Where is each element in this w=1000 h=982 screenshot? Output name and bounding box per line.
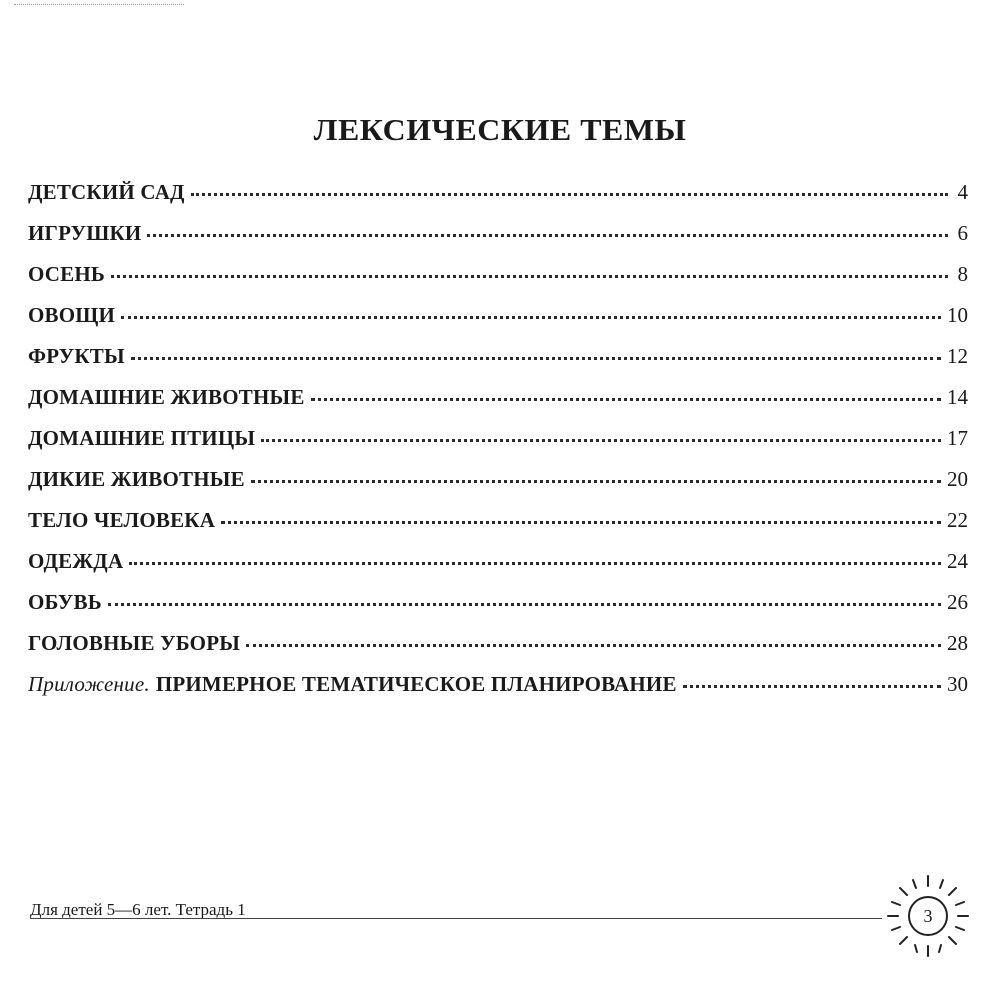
toc-entry-title [28, 426, 255, 451]
page-title: ЛЕКСИЧЕСКИЕ ТЕМЫ [313, 112, 687, 147]
toc-entry-title [28, 590, 102, 615]
toc-entry-label: ОСЕНЬ [28, 262, 105, 286]
toc-entry-title [28, 344, 125, 369]
toc-entry-label: ФРУКТЫ [28, 344, 125, 368]
toc-entry [28, 221, 968, 262]
toc-entry [28, 590, 968, 631]
toc-dot-leader [191, 192, 948, 196]
toc-entry [28, 262, 968, 303]
toc-dot-leader [129, 561, 941, 565]
toc-dot-leader [147, 233, 948, 237]
toc-entry [28, 467, 968, 508]
toc-dot-leader [108, 602, 941, 606]
toc-entry-label: ДОМАШНИЕ ПТИЦЫ [28, 426, 256, 450]
toc-entry-title [28, 467, 245, 492]
toc-entry-label: ОБУВЬ [28, 590, 102, 614]
toc-entry-title [28, 262, 105, 287]
toc-dot-leader [261, 438, 941, 442]
toc-dot-leader [221, 520, 941, 524]
top-edge-mark [14, 0, 184, 5]
toc-entry-label: ИГРУШКИ [28, 221, 142, 245]
toc-entry-label: ДОМАШНИЕ ЖИВОТНЫЕ [28, 385, 305, 409]
toc-dot-leader [121, 315, 941, 319]
toc-dot-leader [683, 684, 941, 688]
footer-text: Для детей 5—6 лет. Тетрадь 1 [30, 900, 246, 919]
toc-entry [28, 303, 968, 344]
toc-entry [28, 549, 968, 590]
toc-dot-leader [246, 643, 941, 647]
toc-entry [28, 344, 968, 385]
toc-entry-label: ОВОЩИ [28, 303, 116, 327]
toc-entry-page: 6 [957, 221, 968, 245]
toc-entry-page: 8 [957, 262, 968, 286]
toc-entry-label: ГОЛОВНЫЕ УБОРЫ [28, 631, 241, 655]
toc-entry [28, 180, 968, 221]
toc-entry-title [28, 385, 305, 410]
toc-entry-page: 22 [947, 508, 968, 532]
toc-entry-page: 20 [947, 467, 968, 491]
toc-entry [28, 385, 968, 426]
toc-entry-title [28, 672, 677, 697]
toc-entry-label: ОДЕЖДА [28, 549, 124, 573]
toc-entry-label: ТЕЛО ЧЕЛОВЕКА [28, 508, 216, 532]
toc-entry-prefix: Приложение. [28, 672, 150, 696]
toc-entry-page: 4 [957, 180, 968, 204]
toc-entry-title [28, 221, 141, 246]
toc-entry [28, 631, 968, 672]
toc-entry-label: ДЕТСКИЙ САД [28, 180, 185, 204]
toc-dot-leader [111, 274, 948, 278]
footer-rule [30, 918, 882, 919]
page-number: 3 [923, 906, 933, 926]
toc-entry-title [28, 549, 123, 574]
toc-entry-page: 26 [947, 590, 968, 614]
toc-entry-title [28, 631, 240, 656]
toc-entry-page: 17 [947, 426, 968, 450]
toc-entry-page: 14 [947, 385, 968, 409]
toc-entry [28, 426, 968, 467]
toc-entry-title [28, 180, 185, 205]
toc-dot-leader [311, 397, 941, 401]
toc-entry-label: ПРИМЕРНОЕ ТЕМАТИЧЕСКОЕ ПЛАНИРОВАНИЕ [155, 672, 677, 696]
toc-entry [28, 672, 968, 713]
toc-entry [28, 508, 968, 549]
toc-dot-leader [251, 479, 941, 483]
toc-entry-title [28, 303, 115, 328]
toc-entry-page: 24 [947, 549, 968, 573]
toc-entry-page: 12 [947, 344, 968, 368]
table-of-contents [28, 180, 968, 713]
toc-entry-page: 10 [947, 303, 968, 327]
toc-entry-page: 30 [947, 672, 968, 696]
toc-entry-title [28, 508, 215, 533]
toc-entry-page: 28 [947, 631, 968, 655]
toc-dot-leader [131, 356, 941, 360]
toc-entry-label: ДИКИЕ ЖИВОТНЫЕ [28, 467, 245, 491]
